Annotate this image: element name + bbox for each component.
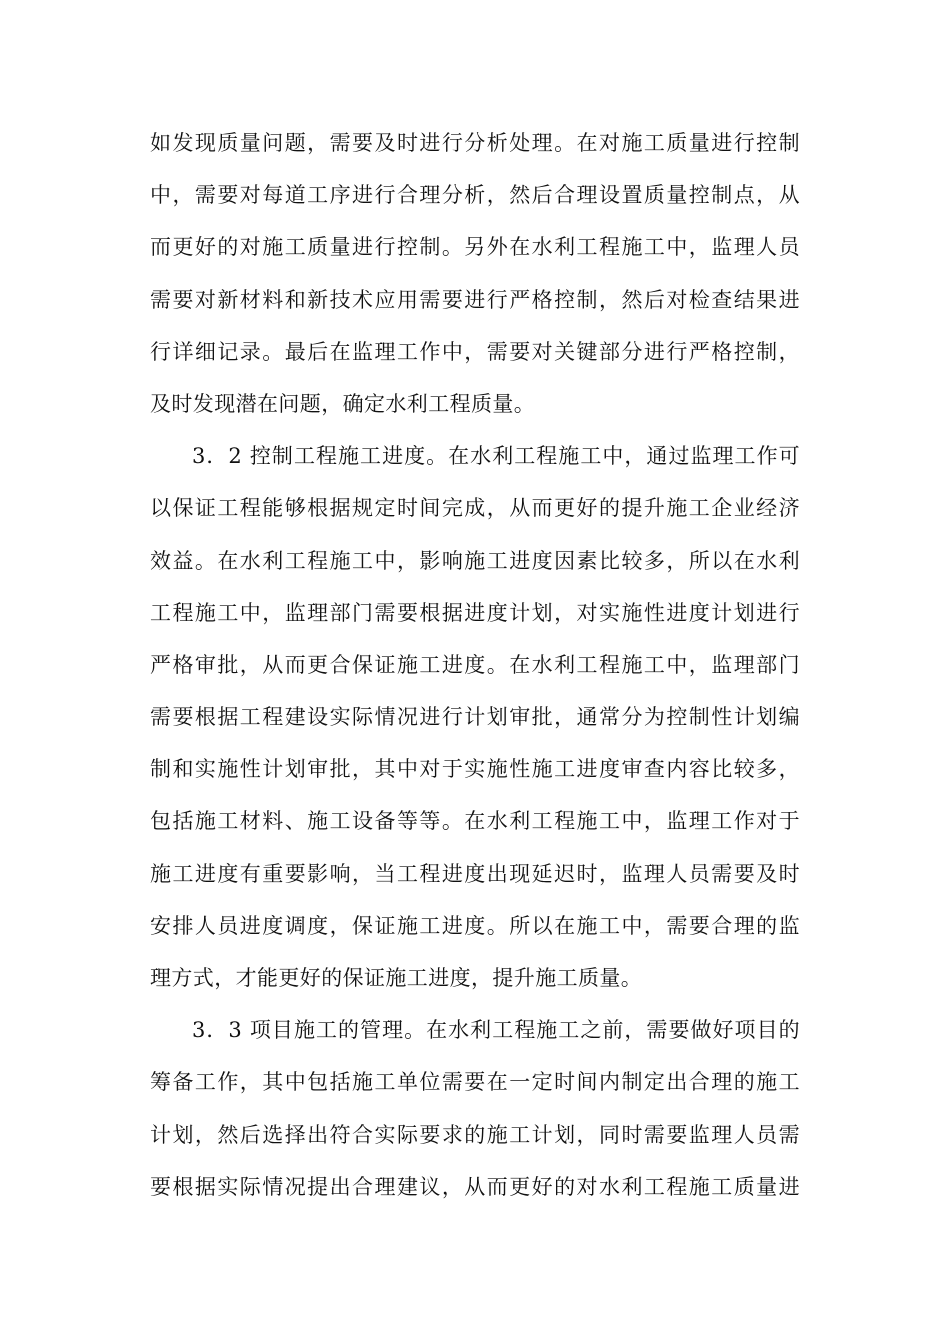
text-line: 效益。在水利工程施工中，影响施工进度因素比较多，所以在水利 [150, 548, 800, 573]
text-line: 以保证工程能够根据规定时间完成，从而更好的提升施工企业经济 [150, 496, 800, 521]
text-line: 中，需要对每道工序进行合理分析，然后合理设置质量控制点，从 [150, 183, 800, 208]
text-line: 施工进度有重要影响，当工程进度出现延迟时，监理人员需要及时 [150, 861, 800, 886]
text-line: 及时发现潜在问题，确定水利工程质量。 [150, 391, 536, 416]
paragraph-section-3-2 [150, 430, 800, 1004]
text-line: 工程施工中，监理部门需要根据进度计划，对实施性进度计划进行 [150, 600, 800, 625]
text-line: 如发现质量问题，需要及时进行分析处理。在对施工质量进行控制 [150, 131, 800, 155]
text-line: 制和实施性计划审批，其中对于实施性施工进度审查内容比较多， [150, 757, 800, 782]
text-line: 理方式，才能更好的保证施工进度，提升施工质量。 [150, 966, 643, 990]
text-line: 计划，然后选择出符合实际要求的施工计划，同时需要监理人员需 [150, 1122, 800, 1147]
text-line: 需要对新材料和新技术应用需要进行严格控制，然后对检查结果进 [150, 287, 800, 312]
text-line: 行详细记录。最后在监理工作中，需要对关键部分进行严格控制， [150, 339, 800, 364]
body-text [150, 117, 800, 1213]
section-heading-line: 3．3 项目施工的管理。在水利工程施工之前，需要做好项目的 [192, 1018, 800, 1043]
text-line: 需要根据工程建设实际情况进行计划审批，通常分为控制性计划编 [150, 705, 800, 730]
paragraph-section-3-3 [150, 1004, 800, 1213]
text-line: 要根据实际情况提出合理建议，从而更好的对水利工程施工质量进 [150, 1174, 800, 1199]
text-line: 安排人员进度调度，保证施工进度。所以在施工中，需要合理的监 [150, 913, 800, 938]
paragraph-1 [150, 117, 800, 430]
text-line: 筹备工作，其中包括施工单位需要在一定时间内制定出合理的施工 [150, 1070, 800, 1095]
text-line: 包括施工材料、施工设备等等。在水利工程施工中，监理工作对于 [150, 809, 800, 834]
text-line: 而更好的对施工质量进行控制。另外在水利工程施工中，监理人员 [150, 235, 800, 260]
text-line: 严格审批，从而更合保证施工进度。在水利工程施工中，监理部门 [150, 652, 800, 677]
section-heading-line: 3．2 控制工程施工进度。在水利工程施工中，通过监理工作可 [192, 444, 800, 469]
